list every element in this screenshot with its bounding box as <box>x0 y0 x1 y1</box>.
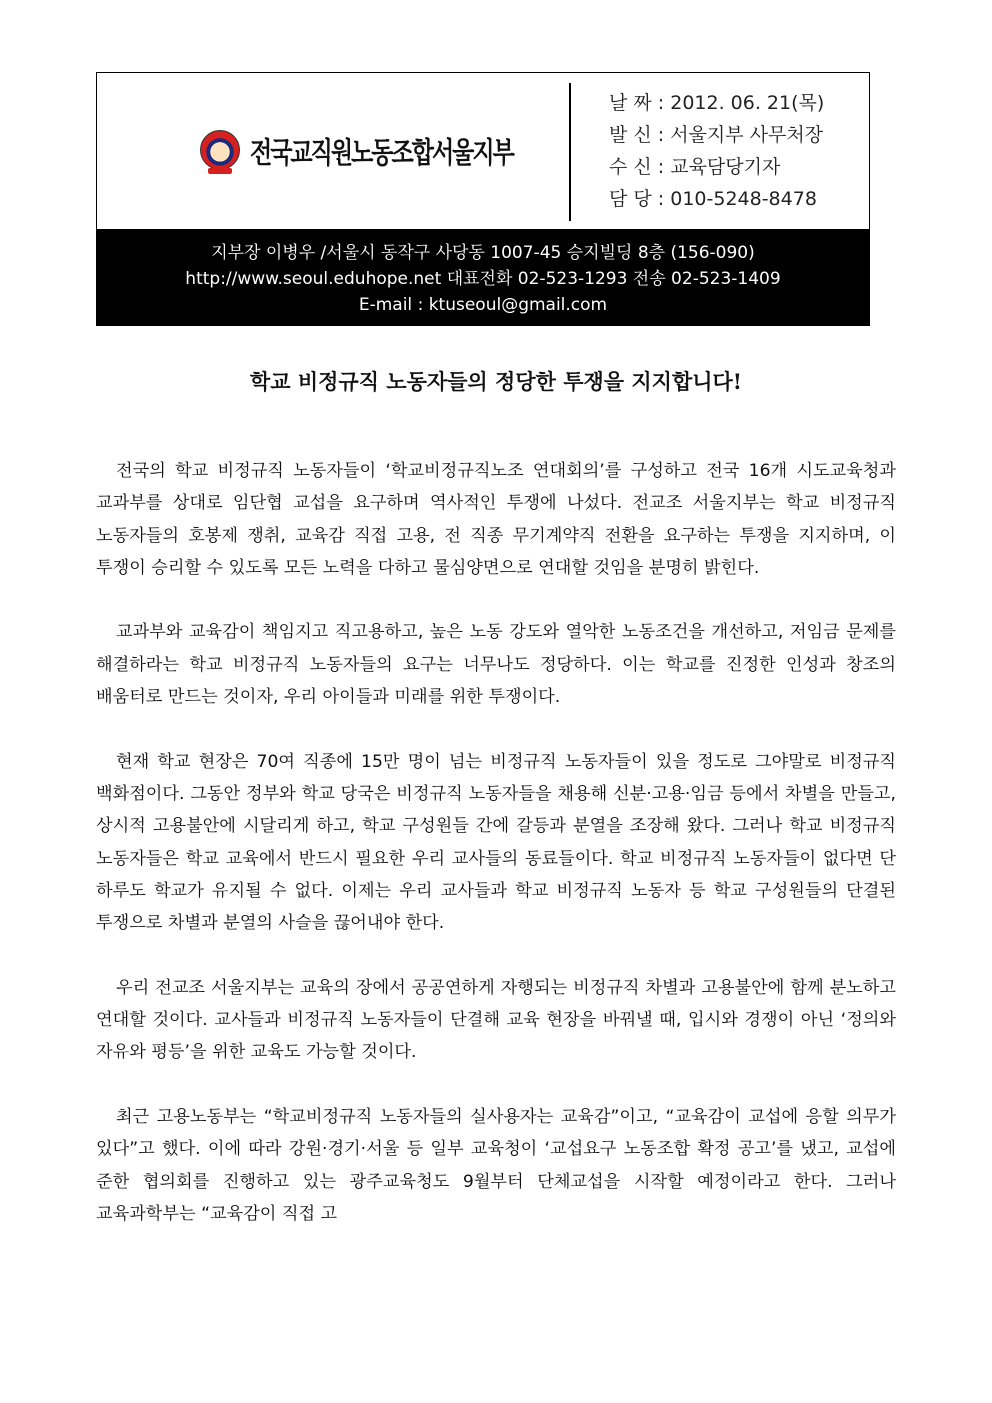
meta-recipient: 수 신 : 교육담당기자 <box>609 156 781 178</box>
paragraph: 교과부와 교육감이 책임지고 직고용하고, 높은 노동 강도와 열악한 노동조건을 개선하고, 저임금 문제를 해결하라는 학교 비정규직 노동자들의 요구는 너무나도 정당하다. 이는 학교를 진정한 인성과 창조의 배움터로 만드는 것이자, 우리 아이들과 미래를 위한 투쟁이다. <box>96 622 896 708</box>
document-meta <box>609 87 824 215</box>
meta-date: 날 짜 : 2012. 06. 21(목) <box>609 92 825 114</box>
meta-contact-person: 담 당 : 010-5248-8478 <box>609 188 817 210</box>
contact-banner <box>96 230 870 326</box>
meta-sender: 발 신 : 서울지부 사무처장 <box>609 124 824 146</box>
union-emblem-icon <box>200 130 240 170</box>
paragraph: 우리 전교조 서울지부는 교육의 장에서 공공연하게 자행되는 비정규직 차별과 고용불안에 함께 분노하고 연대할 것이다. 교사들과 비정규직 노동자들이 단결해 교육 현장을 바꿔낼 때, 입시와 경쟁이 아닌 ‘정의와 자유와 평등’을 위한 교육도 가능할 것이다. <box>96 977 896 1063</box>
document-body <box>96 455 896 1230</box>
paragraph: 최근 고용노동부는 “학교비정규직 노동자들의 실사용자는 교육감”이고, “교육감이 교섭에 응할 의무가 있다”고 했다. 이에 따라 강원·경기·서울 등 일부 교육청이 ‘교섭요구 노동조합 확정 공고’를 냈고, 교섭에 준한 협의회를 진행하고 있는 광주교육청도 9월부터 단체교섭을 시작할 예정이라고 한다. 그러나 교육과학부는 “교육감이 직접 고 <box>96 1106 896 1224</box>
contact-address: 지부장 이병우 /서울시 동작구 사당동 1007-45 승지빌딩 8층 (156-090) <box>211 243 755 263</box>
contact-web-phone: http://www.seoul.eduhope.net 대표전화 02-523-1293 전송 02-523-1409 <box>185 269 781 289</box>
document-title: 학교 비정규직 노동자들의 정당한 투쟁을 지지합니다! <box>249 369 743 394</box>
paragraph: 전국의 학교 비정규직 노동자들이 ‘학교비정규직노조 연대회의’를 구성하고 전국 16개 시도교육청과 교과부를 상대로 임단협 교섭을 요구하며 역사적인 투쟁에 나섰다. 전교조 서울지부는 학교 비정규직 노동자들의 호봉제 쟁취, 교육감 직접 고용, 전 직종 무기계약직 전환을 요구하는 투쟁을 지지하며, 이 투쟁이 승리할 수 있도록 모든 노력을 다하고 물심양면으로 연대할 것임을 분명히 밝힌다. <box>96 461 896 578</box>
paragraph: 현재 학교 현장은 70여 직종에 15만 명이 넘는 비정규직 노동자들이 있을 정도로 그야말로 비정규직 백화점이다. 그동안 정부와 학교 당국은 비정규직 노동자들을 채용해 신분·고용·임금 등에서 차별을 만들고, 상시적 고용불안에 시달리게 하고, 학교 구성원들 간에 갈등과 분열을 조장해 왔다. 그러나 학교 비정규직 노동자들은 학교 교육에서 반드시 필요한 우리 교사들의 동료들이다. 학교 비정규직 노동자들이 없다면 단 하루도 학교가 유지될 수 없다. 이제는 우리 교사들과 학교 비정규직 노동자 등 학교 구성원들의 단결된 투쟁으로 차별과 분열의 사슬을 끊어내야 한다. <box>96 751 896 934</box>
header-divider <box>569 83 571 221</box>
union-logo-text: 전국교직원노동조합서울지부 <box>250 136 513 170</box>
union-logo <box>200 130 513 170</box>
contact-email: E-mail : ktuseoul@gmail.com <box>358 295 608 315</box>
